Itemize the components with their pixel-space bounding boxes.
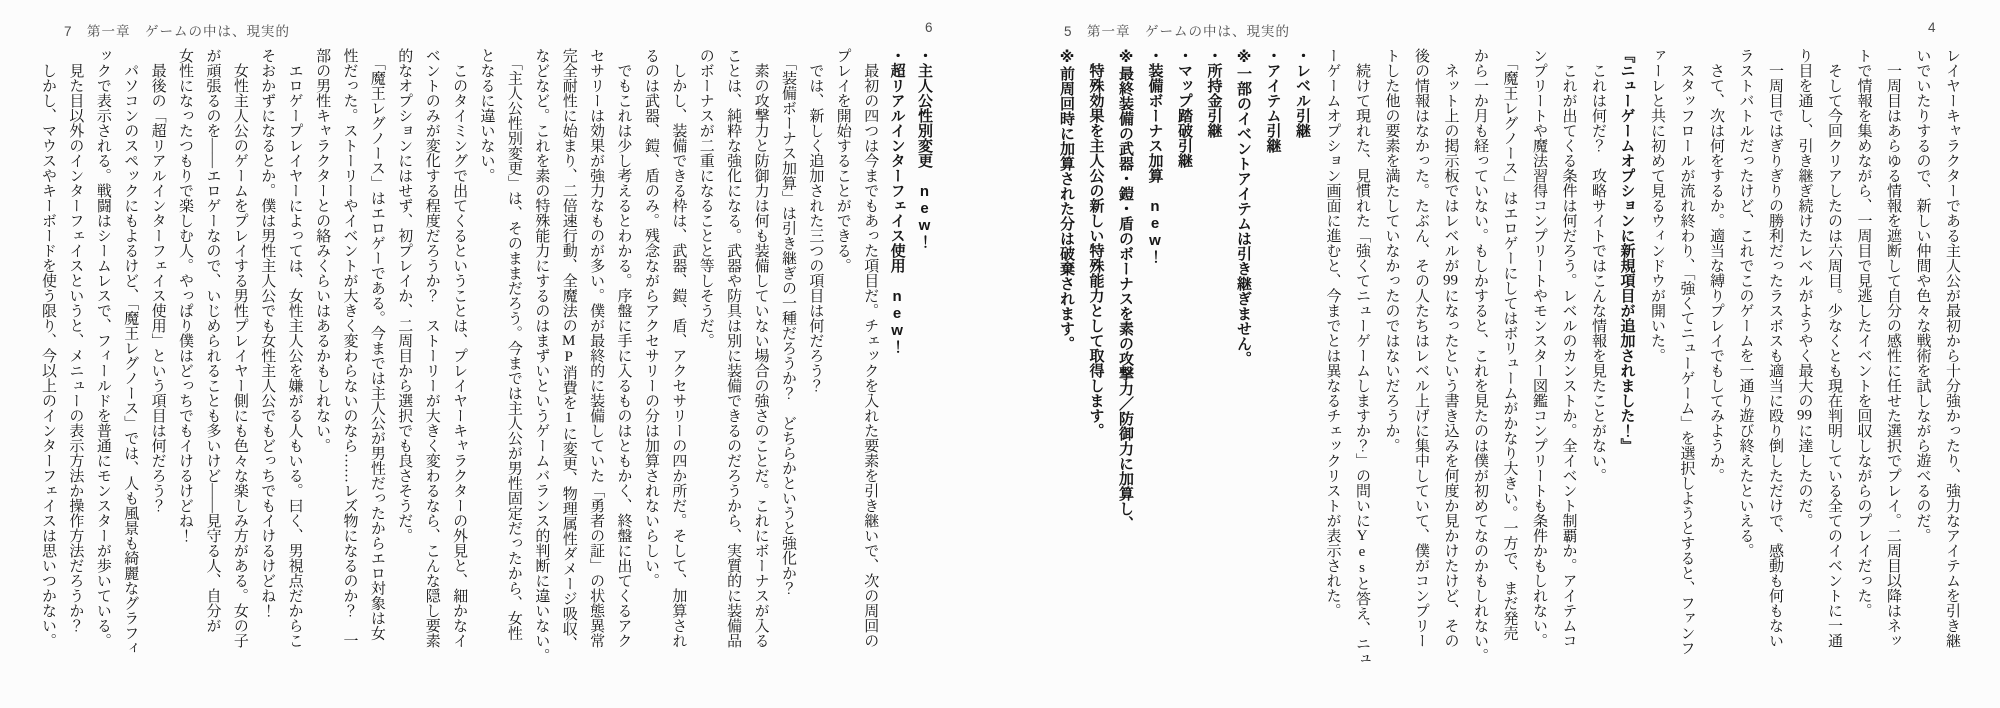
text-column: ・装備ボーナス加算 new！ <box>1146 48 1164 264</box>
text-column: そして今回クリアしたのは六周目。少なくとも現在判明している全てのイベントに一通 <box>1826 48 1842 648</box>
text-column: となるに違いない。 <box>478 48 495 183</box>
text-column: 最後の「超リアルインターフェイス使用」という項目は何だろう？ <box>149 48 166 513</box>
text-column: ァーレと共に初めて見るウィンドウが開いた。 <box>1649 48 1665 363</box>
text-column: これが出てくる条件は何だろう。レベルのカンストか。全イベント制覇か。アイテムコ <box>1560 48 1577 648</box>
text-column: エロゲープレイヤーによっては、女性主人公を嫌がる人もいる。曰く、男視点だからこ <box>286 48 303 648</box>
text-column: ※一部のイベントアイテムは引き継ぎません。 <box>1235 48 1252 366</box>
text-column: のボーナスが二重になることと等しそうだ。 <box>697 48 714 348</box>
text-column: ックで表示される。戦闘はシームレスで、フィールドを普通にモンスターが歩いている。 <box>94 48 111 648</box>
text-column: 部の男性キャラクターとの絡みくらいはあるかもしれない。 <box>314 48 331 453</box>
text-column: ※最終装備の武器・鎧・盾のボーナスを素の攻撃力／防御力に加算し、 <box>1117 48 1134 531</box>
text-column: パソコンのスペックにもよるけど、「魔王レグノース」では、人も風景も綺麗なグラフィ <box>122 48 139 656</box>
left-page-text-block <box>33 48 938 708</box>
text-column: ・主人公性別変更 new！ <box>916 48 933 249</box>
text-column: 特殊効果を主人公の新しい特殊能力として取得します。 <box>1087 48 1105 438</box>
text-column: ラストバトルだったけど、これでこのゲームを一通り遊び終えたといえる。 <box>1737 48 1754 558</box>
right-page-text-block <box>1036 48 1966 708</box>
text-column: 最初の四つは今までもあった項目だ。チェックを入れた要素を引き継いで、次の周回の <box>862 48 879 648</box>
text-column: ベントのみが変化する程度だろうか？ ストーリーが大きく変わるなら、こんな隠し要素 <box>423 48 440 648</box>
text-column: では、新しく追加された三つの項目は何だろう？ <box>807 48 824 393</box>
text-column: そおかずになるとか。僕は男性主人公でも女性主人公でもどっちでもイけるけどね！ <box>259 48 276 618</box>
text-column: トで情報を集めながら、一周目で見逃したイベントを回収しながらのプレイだった。 <box>1855 48 1872 618</box>
text-column: しかし、マウスやキーボードを使う限り、今以上のインターフェイスは思いつかない。 <box>40 48 56 648</box>
text-column: 「装備ボーナス加算」は引き継ぎの一種だろうか？ どちらかというと強化か？ <box>779 48 796 596</box>
chapter-header-right-page: 5 第一章 ゲームの中は、現実的 <box>1064 24 1291 39</box>
text-column: トした他の要素を満たしていなかったのではないだろうか。 <box>1383 48 1400 453</box>
text-column: 「主人公性別変更」は、そのままだろう。今までは主人公が男性固定だったから、女性 <box>505 48 522 641</box>
text-column: ネット上の掲示板ではレベルが99になったという書き込みを何度か見かけたけど、その <box>1442 48 1459 648</box>
text-column: 見た目以外のインターフェイスというと、メニューの表示方法か操作方法だろうか？ <box>67 48 84 633</box>
text-column: 女性主人公のゲームをプレイする男性プレイヤー側にも色々な楽しみ方がある。女の子 <box>231 48 248 648</box>
text-column: などなど。これを素の特殊能力にするのはまずいというゲームバランス的判断に違いない。 <box>533 48 550 663</box>
text-column: ・超リアルインターフェイス使用 new！ <box>888 48 906 354</box>
text-column: ・マップ踏破引継 <box>1176 48 1193 168</box>
text-column: さて、次は何をするか。適当な縛りプレイでもしてみようか。 <box>1708 48 1724 483</box>
text-column: 続けて現れた、見慣れた「強くてニューゲームしますか？」の問いにYesと答え、ニュ <box>1354 48 1370 666</box>
text-column: から一か月も経っていない。もしかすると、これを見たのは僕が初めてなのかもしれない。 <box>1472 48 1488 663</box>
text-column: 一周目はあらゆる情報を遮断して自分の感性に任せた選択でプレイ。二周目以降はネッ <box>1885 48 1901 648</box>
text-column: 的なオプションにはせず、初プレイか、二周目から選択でも良さそうだ。 <box>396 48 413 543</box>
text-column: これは何だ？ 攻略サイトではこんな情報を見たことがない。 <box>1590 48 1606 483</box>
text-column: ・アイテム引継 <box>1264 48 1282 153</box>
text-column: ・レベル引継 <box>1294 48 1311 138</box>
text-column: り目を通し、引き継ぎ続けたレベルがようやく最大の99に達したのだ。 <box>1796 48 1813 528</box>
text-column: ことは、純粋な強化になる。武器や防具は別に装備できるのだろうから、実質的に装備品 <box>725 48 742 648</box>
text-column: プレイを開始することができる。 <box>834 48 851 273</box>
text-column: ・所持金引継 <box>1205 48 1223 138</box>
text-column: でもこれは少し考えるとわかる。序盤に手に入るものはともかく、終盤に出てくるアク <box>615 48 632 648</box>
text-column: 女性になったつもりで楽しむ人。やっぱり僕はどっちでもイけるけどね！ <box>177 48 194 543</box>
text-column: しかし、装備できる枠は、武器、鎧、盾、アクセサリーの四か所だ。そして、加算され <box>670 48 687 648</box>
text-column: セサリーは効果が強力なものが多い。僕が最終的に装備していた「勇者の証」の状態異常 <box>588 48 605 648</box>
text-column: るのは武器、鎧、盾のみ。残念ながらアクセサリーの分は加算されないらしい。 <box>642 48 659 588</box>
text-column: 完全耐性に始まり、二倍速行動、全魔法のMP消費を1に変更、物理属性ダメージ吸収、 <box>560 48 577 651</box>
text-column: 素の攻撃力と防御力は何も装備していない場合の強さのことだ。これにボーナスが入る <box>752 48 769 648</box>
text-column: ーゲームオプション画面に進むと、今までとは異なるチェックリストが表示された。 <box>1324 48 1341 618</box>
text-column: 「魔王レグノース」はエロゲーである。今までは主人公が男性だったからエロ対象は女 <box>368 48 385 641</box>
chapter-header-left-page: 7 第一章 ゲームの中は、現実的 <box>64 24 291 39</box>
text-column: が頑張るのを――エロゲーなので、いじめられることも多いけど――見守る人、自分が <box>204 48 221 633</box>
text-column: いでいたりするので、新しい仲間や色々な戦術を試しながら遊べるのだ。 <box>1914 48 1931 543</box>
text-column: スタッフロールが流れ終わり、「強くてニューゲーム」を選択しようとすると、ファンフ <box>1678 48 1695 656</box>
text-column: 性だった。ストーリーやイベントが大きく変わらないのなら……レズ物になるのか？ 一 <box>341 48 358 648</box>
text-column: ※前周回時に加算された分は破棄されます。 <box>1058 48 1075 351</box>
text-column: このタイミングで出てくるということは、プレイヤーキャラクターの外見と、細かなイ <box>451 48 468 648</box>
text-column: 『ニューゲームオプションに新規項目が追加されました！』 <box>1618 48 1636 453</box>
page-number-right-page: 4 <box>1928 20 1937 35</box>
text-column: 一周目ではぎりぎりの勝利だったラスボスも適当に殴り倒しただけで、感動も何もない <box>1767 48 1783 648</box>
text-column: ンプリートや魔法習得コンプリートやモンスター図鑑コンプリートも条件かもしれない。 <box>1531 48 1547 648</box>
text-column: レイヤーキャラクターである主人公が最初から十分強かったり、強力なアイテムを引き継 <box>1944 48 1960 648</box>
text-column: 後の情報はなかった。たぶん、その人たちはレベル上げに集中していて、僕がコンプリー <box>1413 48 1429 648</box>
text-column: 「魔王レグノース」はエロゲーにしてはボリュームがかなり大きい。一方で、まだ発売 <box>1501 48 1518 641</box>
page-number-left-page: 6 <box>925 20 934 35</box>
